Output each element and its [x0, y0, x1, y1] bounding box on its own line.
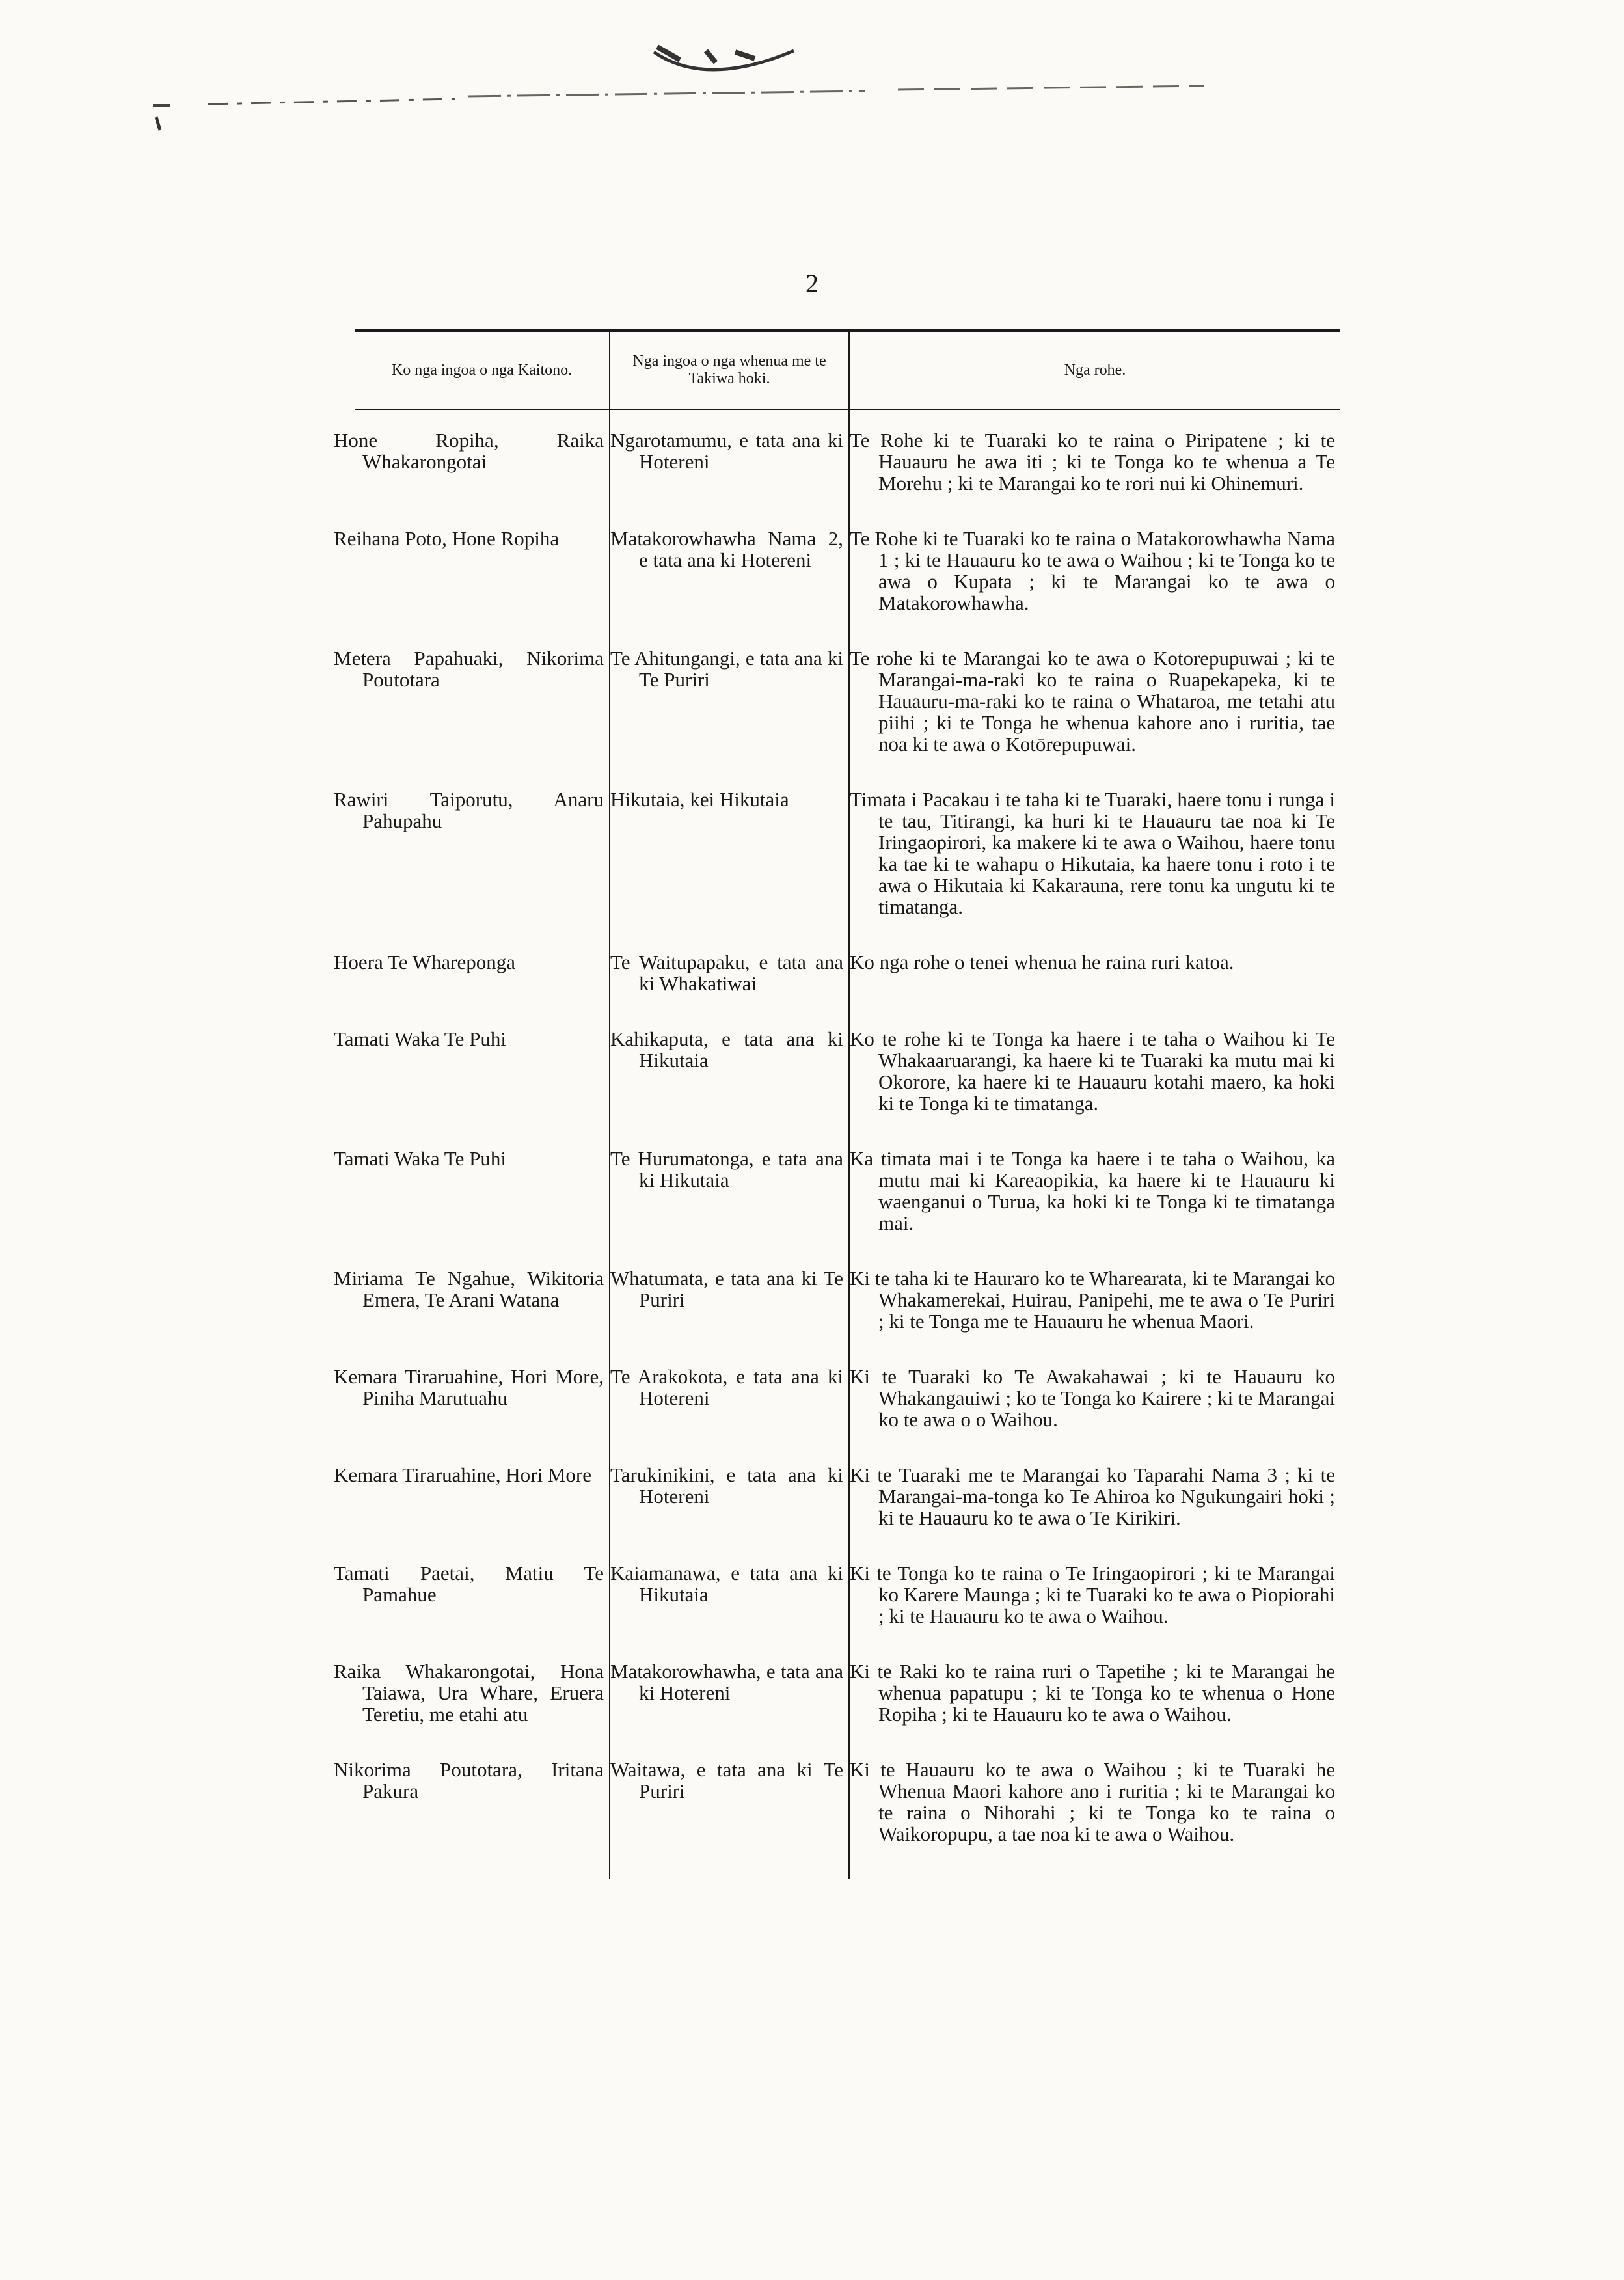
scan-dash-line [468, 91, 865, 96]
table-row [355, 1464, 1340, 1562]
cell-boundaries: Ki te Tuaraki ko Te Awakahawai ; ki te Hauauru ko Whakangauiwi ; ko te Tonga ko Kairere ; ki te Marangai ko te awa o o Waihou. [849, 1366, 1340, 1464]
torn-seal-fragment [654, 51, 794, 70]
cell-claimants: Nikorima Poutotara, Iritana Pakura [334, 1758, 604, 1802]
cell-land: Waitawa, e tata ana ki Te Puriri [610, 1759, 849, 1879]
cell-boundaries: Ki te Hauauru ko te awa o Waihou ; ki te Tuaraki he Whenua Maori kahore ano i ruritia ; ki te Marangai ko te raina o Nihorahi ; ki te Tonga ko te raina o Waikoropupu, a tae noa ki te awa o Waihou. [849, 1759, 1340, 1879]
cell-land: Whatumata, e tata ana ki Te Puriri [610, 1268, 849, 1366]
cell-boundaries: Timata i Pacakau i te taha ki te Tuaraki, haere tonu i runga i te tau, Titirangi, ka huri ki te Hauauru tae noa ki Te Iringaopirori, ka makere ki te awa o Waihou, haere tonu ka tae ki te wahapu o Hikutaia, ka haere tonu i roto i te awa o Hikutaia ki Kakarauna, rere tonu ka ungutu ki te timatanga. [849, 789, 1340, 951]
scan-tick [156, 117, 160, 130]
land-claims-table-container [334, 329, 1340, 1879]
scan-dash-line [208, 99, 455, 104]
cell-boundaries: Ko nga rohe o tenei whenua he raina ruri katoa. [849, 951, 1340, 1028]
table-row [355, 1148, 1340, 1268]
table-row [355, 1759, 1340, 1879]
cell-land: Matakorowhawha, e tata ana ki Hotereni [610, 1661, 849, 1759]
header-land: Nga ingoa o nga whenua me te Takiwa hoki. [610, 331, 849, 410]
cell-land: Kaiamanawa, e tata ana ki Hikutaia [610, 1562, 849, 1661]
cell-boundaries: Ki te Raki ko te raina ruri o Tapetihe ; ki te Marangai he whenua papatupu ; ki te Tonga ko te whenua o Hone Ropiha ; ki te Hauauru ko te awa o Waihou. [849, 1661, 1340, 1759]
cell-boundaries: Ki te Tonga ko te raina o Te Iringaopirori ; ki te Marangai ko Karere Maunga ; ki te Tuaraki ko te awa o Piopiorahi ; ki te Hauauru ko te awa o Waihou. [849, 1562, 1340, 1661]
cell-claimants: Tamati Waka Te Puhi [334, 1027, 506, 1050]
cell-land: Te Ahitungangi, e tata ana ki Te Puriri [610, 647, 849, 789]
cell-land: Te Hurumatonga, e tata ana ki Hikutaia [610, 1148, 849, 1268]
cell-claimants: Metera Papahuaki, Nikorima Poutotara [334, 647, 604, 691]
scan-dash-line [898, 86, 1204, 90]
table-spacer-row [355, 409, 1340, 429]
cell-boundaries: Ko te rohe ki te Tonga ka haere i te taha o Waihou ki Te Whakaaruarangi, ka haere ki te Tuaraki ka mutu mai ki Okorore, ka haere ki te Hauauru kotahi maero, ka hoki ki te Tonga ki te timatanga. [849, 1028, 1340, 1148]
cell-claimants: Hone Ropiha, Raika Whakarongotai [334, 429, 604, 473]
cell-boundaries: Ki te Tuaraki me te Marangai ko Taparahi Nama 3 ; ki te Marangai-ma-tonga ko Te Ahiroa ko Ngukungairi hoki ; ki te Hauauru ko te awa o Te Kirikiri. [849, 1464, 1340, 1562]
cell-land: Te Waitupapaku, e tata ana ki Whakatiwai [610, 951, 849, 1028]
table-row [355, 528, 1340, 647]
cell-claimants: Kemara Tiraruahine, Hori More [334, 1463, 592, 1486]
cell-land: Tarukinikini, e tata ana ki Hotereni [610, 1464, 849, 1562]
cell-claimants: Rawiri Taiporutu, Anaru Pahupahu [334, 788, 604, 832]
page-number: 2 [805, 269, 819, 298]
table-row [355, 1661, 1340, 1759]
cell-claimants: Raika Whakarongotai, Hona Taiawa, Ura Whare, Eruera Teretiu, me etahi atu [334, 1660, 604, 1726]
cell-boundaries: Te Rohe ki te Tuaraki ko te raina o Piripatene ; ki te Hauauru he awa iti ; ki te Tonga ko te whenua a Te Morehu ; ki te Marangai ko te rori nui ki Ohinemuri. [849, 429, 1340, 528]
cell-land: Kahikaputa, e tata ana ki Hikutaia [610, 1028, 849, 1148]
table-row [355, 429, 1340, 528]
cell-claimants: Miriama Te Ngahue, Wikitoria Emera, Te Arani Watana [334, 1267, 604, 1311]
cell-claimants: Kemara Tiraruahine, Hori More, Piniha Marutuahu [334, 1365, 604, 1409]
cell-land: Hikutaia, kei Hikutaia [610, 789, 849, 951]
table-row [355, 1268, 1340, 1366]
cell-claimants: Hoera Te Whareponga [334, 951, 515, 973]
cell-boundaries: Ki te taha ki te Hauraro ko te Wharearata, ki te Marangai ko Whakamerekai, Huirau, Panipehi, me te awa o Te Puriri ; ki te Tonga me te Hauauru he whenua Maori. [849, 1268, 1340, 1366]
table-body [334, 409, 1340, 1879]
cell-boundaries: Ka timata mai i te Tonga ka haere i te taha o Waihou, ka mutu mai ki Kareaopikia, ka haere ki te Hauauru ki waenganui o Turua, ka hoki ki te Tonga ki te timatanga mai. [849, 1148, 1340, 1268]
table-row [355, 1028, 1340, 1148]
cell-claimants: Tamati Waka Te Puhi [334, 1147, 506, 1170]
table-header [355, 331, 1340, 410]
cell-land: Matakorowhawha Nama 2, e tata ana ki Hotereni [610, 528, 849, 647]
table-row [355, 789, 1340, 951]
cell-claimants: Reihana Poto, Hone Ropiha [334, 527, 560, 550]
table-row [355, 951, 1340, 1028]
cell-claimants: Tamati Paetai, Matiu Te Pamahue [334, 1562, 604, 1606]
header-claimants: Ko nga ingoa o nga Kaitono. [355, 331, 610, 410]
cell-boundaries: Te Rohe ki te Tuaraki ko te raina o Matakorowhawha Nama 1 ; ki te Hauauru ko te awa o Waihou ; ki te Tonga ko te awa o Kupata ; ki te Marangai ko te awa o Matakorowhawha. [849, 528, 1340, 647]
cell-boundaries: Te rohe ki te Marangai ko te awa o Kotorepupuwai ; ki te Marangai-ma-raki ko te raina o Ruapekapeka, ki te Hauauru-ma-raki ko te raina o Whataroa, me tetahi atu piihi ; ki te Tonga he whenua kahore ano i ruritia, tae noa ki te awa o Kotōrepupuwai. [849, 647, 1340, 789]
cell-land: Te Arakokota, e tata ana ki Hotereni [610, 1366, 849, 1464]
scan-header-artifacts [0, 0, 1624, 169]
header-boundaries: Nga rohe. [849, 331, 1340, 410]
table-row [355, 647, 1340, 789]
table-row [355, 1562, 1340, 1661]
land-claims-table [334, 329, 1340, 1879]
cell-land: Ngarotamumu, e tata ana ki Hotereni [610, 429, 849, 528]
table-row [355, 1366, 1340, 1464]
